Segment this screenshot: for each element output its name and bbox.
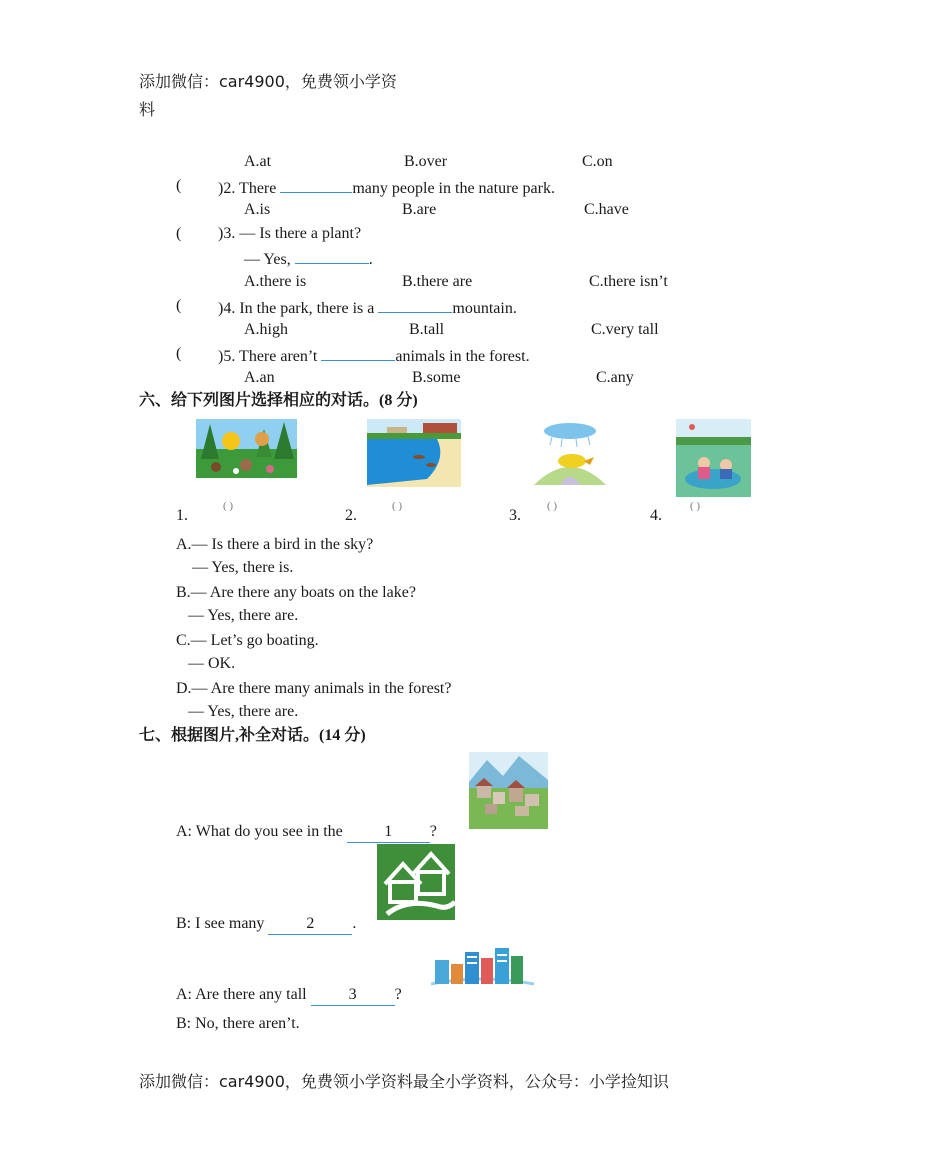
q2-option-a: A.is [244, 201, 271, 218]
q3-number: 3. [223, 225, 236, 242]
s7-line-3 [176, 985, 402, 1006]
village-picture [469, 752, 548, 829]
q5-option-c: C.any [596, 369, 634, 386]
q3-line2-after: . [368, 251, 373, 268]
pic-answer-3[interactable]: ( ) [547, 500, 558, 512]
forest-animals-picture [196, 419, 297, 478]
q3-line2-before: — Yes, [244, 251, 295, 268]
q3-text-before: — Is there a plant? [239, 225, 362, 242]
q3-option-c: C.there isn’t [589, 273, 668, 290]
q4-option-b: B.tall [409, 321, 445, 338]
s7-blank-2[interactable]: 2 [268, 914, 352, 935]
pic-answer-4[interactable]: ( ) [690, 500, 701, 512]
q2-paren-open: ( [176, 177, 182, 194]
s7-line-1-before: A: What do you see in the [176, 823, 347, 840]
question-3 [218, 224, 361, 244]
section6-title: 六、给下列图片选择相应的对话。(8 分) [139, 392, 418, 409]
q3-line2 [244, 247, 373, 270]
s7-line-2-after: . [352, 915, 357, 932]
lake-boats-picture [367, 419, 461, 487]
q2-text-before: There [239, 180, 281, 197]
q2-blank[interactable] [280, 176, 352, 193]
q5-paren-close: ) [218, 348, 224, 365]
question-4 [218, 296, 517, 319]
s7-blank-3[interactable]: 3 [311, 985, 395, 1006]
s7-line-3-before: A: Are there any tall [176, 986, 311, 1003]
q3-blank[interactable] [295, 247, 369, 264]
footer-watermark: 添加微信：car4900，免费领小学资料最全小学资料，公众号：小学捡知识 [139, 1072, 669, 1091]
q4-paren-open: ( [176, 297, 182, 314]
q3-option-a: A.there is [244, 273, 307, 290]
q1-option-a: A.at [244, 153, 272, 170]
pic-label-1: 1. [176, 507, 188, 524]
q2-text-after: many people in the nature park. [352, 180, 555, 197]
pic-label-4: 4. [650, 507, 662, 524]
q4-paren-close: ) [218, 300, 224, 317]
houses-picture [377, 844, 455, 920]
dialogue-b-question: B.— Are there any boats on the lake? [176, 584, 416, 601]
q2-option-c: C.have [584, 201, 629, 218]
q3-paren-open: ( [176, 225, 182, 242]
q5-paren-open: ( [176, 345, 182, 362]
s7-line-2 [176, 914, 356, 935]
q1-option-b: B.over [404, 153, 448, 170]
s7-line-4: B: No, there aren’t. [176, 1015, 300, 1032]
q4-number: 4. [223, 300, 236, 317]
q5-number: 5. [223, 348, 236, 365]
q3-paren-close: ) [218, 225, 224, 242]
dialogue-a-question: A.— Is there a bird in the sky? [176, 536, 374, 553]
q4-option-a: A.high [244, 321, 288, 338]
header-watermark-line2: 料 [139, 100, 156, 119]
pic-answer-2[interactable]: ( ) [392, 500, 403, 512]
q5-text-after: animals in the forest. [395, 348, 530, 365]
q4-text-before: In the park, there is a [239, 300, 379, 317]
s7-line-1 [176, 822, 437, 843]
dialogue-c-answer: — OK. [188, 655, 236, 672]
header-watermark-line1: 添加微信：car4900，免费领小学资 [139, 72, 397, 91]
q5-option-b: B.some [412, 369, 461, 386]
q5-text-before: There aren’t [239, 348, 322, 365]
q4-blank[interactable] [378, 296, 452, 313]
boating-picture [676, 419, 751, 497]
s7-line-3-after: ? [394, 986, 402, 1003]
pic-label-2: 2. [345, 507, 357, 524]
s7-blank-1[interactable]: 1 [347, 822, 430, 843]
dialogue-a-answer: — Yes, there is. [192, 559, 294, 576]
q3-option-b: B.there are [402, 273, 473, 290]
dialogue-b-answer: — Yes, there are. [188, 607, 299, 624]
q2-option-b: B.are [402, 201, 437, 218]
q5-option-a: A.an [244, 369, 275, 386]
question-5 [218, 344, 530, 367]
dialogue-d-answer: — Yes, there are. [188, 703, 299, 720]
bird-sky-picture [530, 419, 609, 487]
dialogue-d-question: D.— Are there many animals in the forest? [176, 680, 452, 697]
q4-text-after: mountain. [452, 300, 517, 317]
tall-buildings-picture [431, 944, 534, 990]
q2-number: 2. [223, 180, 236, 197]
pic-answer-1[interactable]: ( ) [223, 500, 234, 512]
question-2 [218, 176, 555, 199]
s7-line-1-after: ? [429, 823, 437, 840]
q5-blank[interactable] [321, 344, 395, 361]
q2-paren-close: ) [218, 180, 224, 197]
s7-line-2-before: B: I see many [176, 915, 269, 932]
q4-option-c: C.very tall [591, 321, 659, 338]
section7-title: 七、根据图片,补全对话。(14 分) [139, 727, 366, 744]
q1-option-c: C.on [582, 153, 613, 170]
dialogue-c-question: C.— Let’s go boating. [176, 632, 319, 649]
pic-label-3: 3. [509, 507, 521, 524]
